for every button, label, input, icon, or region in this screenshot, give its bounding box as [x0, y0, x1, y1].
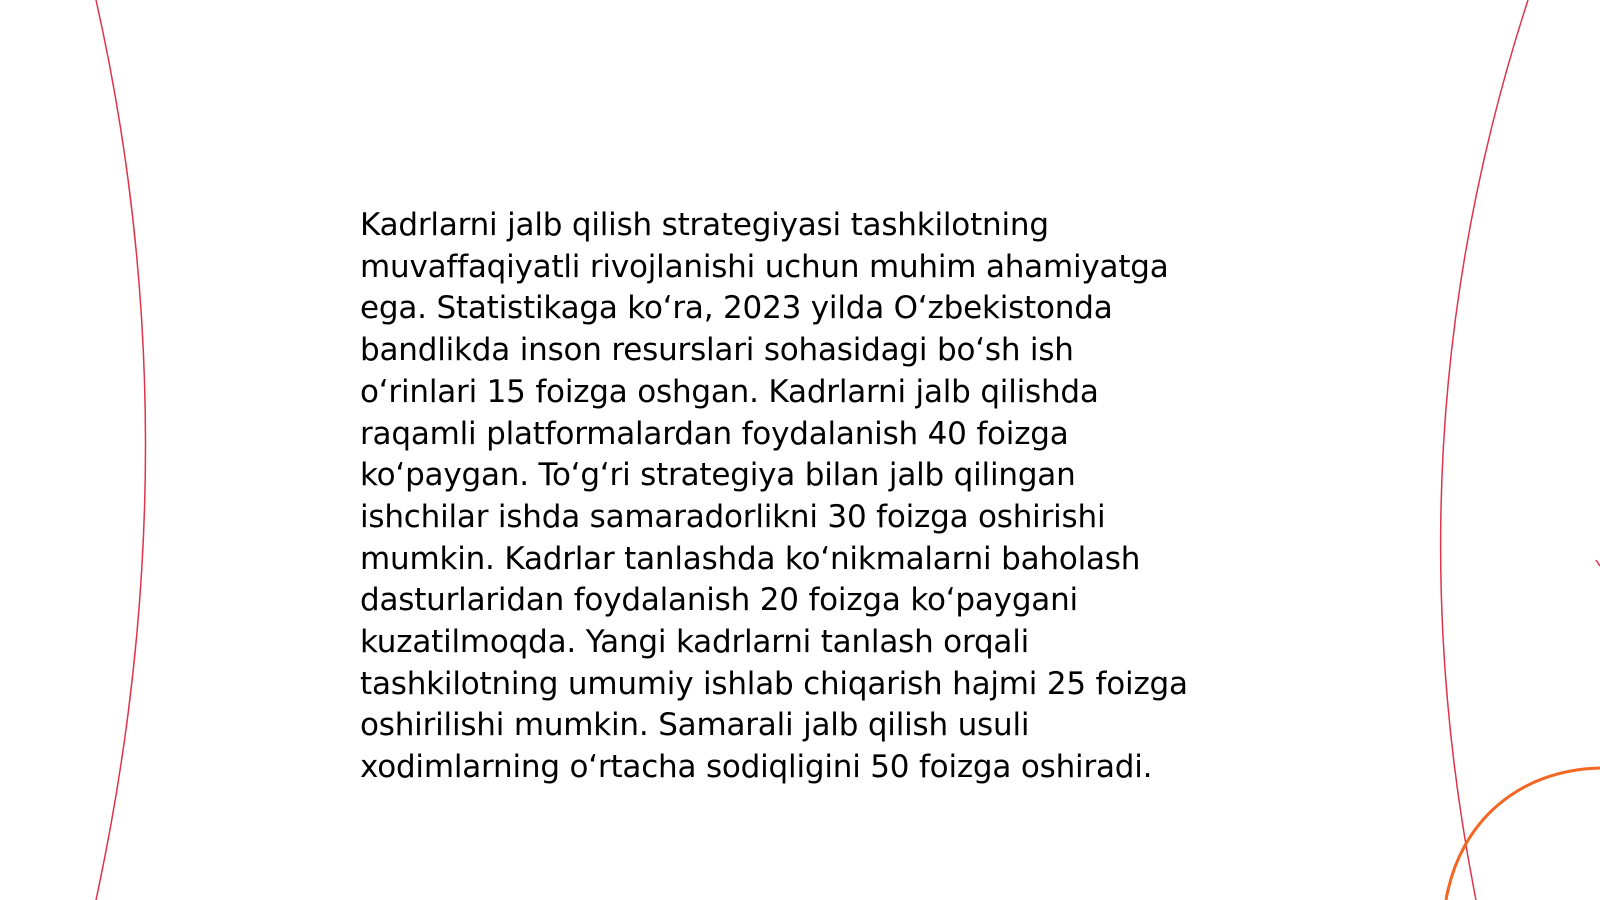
- paragraph-line: ega. Statistikaga ko‘ra, 2023 yilda O‘zbekistonda: [360, 290, 1113, 327]
- right-curve: [1441, 0, 1528, 900]
- right-edge-tick: [1596, 560, 1600, 566]
- paragraph-line: mumkin. Kadrlar tanlashda ko‘nikmalarni baholash: [360, 540, 1141, 577]
- paragraph-line: bandlikda inson resurslari sohasidagi bo‘sh ish: [360, 332, 1074, 369]
- paragraph-line: raqamli platformalardan foydalanish 40 foizga: [360, 415, 1069, 452]
- paragraph-line: Kadrlarni jalb qilish strategiyasi tashkilotning: [360, 207, 1049, 243]
- paragraph-line: xodimlarning o‘rtacha sodiqligini 50 foizga oshiradi.: [360, 749, 1153, 786]
- paragraph-line: o‘rinlari 15 foizga oshgan. Kadrlarni jalb qilishda: [360, 373, 1099, 410]
- bottom-right-arc: [1446, 768, 1600, 900]
- paragraph-line: muvaffaqiyatli rivojlanishi uchun muhim ahamiyatga: [360, 248, 1169, 285]
- paragraph-line: oshirilishi mumkin. Samarali jalb qilish usuli: [360, 707, 1030, 744]
- paragraph-line: ko‘paygan. To‘g‘ri strategiya bilan jalb qilingan: [360, 457, 1076, 494]
- paragraph-line: ishchilar ishda samaradorlikni 30 foizga oshirishi: [360, 498, 1106, 535]
- left-curve: [96, 0, 146, 900]
- paragraph-line: tashkilotning umumiy ishlab chiqarish hajmi 25 foizga: [360, 665, 1188, 702]
- paragraph-line: kuzatilmoqda. Yangi kadrlarni tanlash orqali: [360, 624, 1030, 661]
- body-paragraph: [360, 205, 1260, 789]
- paragraph-line: dasturlaridan foydalanish 20 foizga ko‘paygani: [360, 582, 1078, 619]
